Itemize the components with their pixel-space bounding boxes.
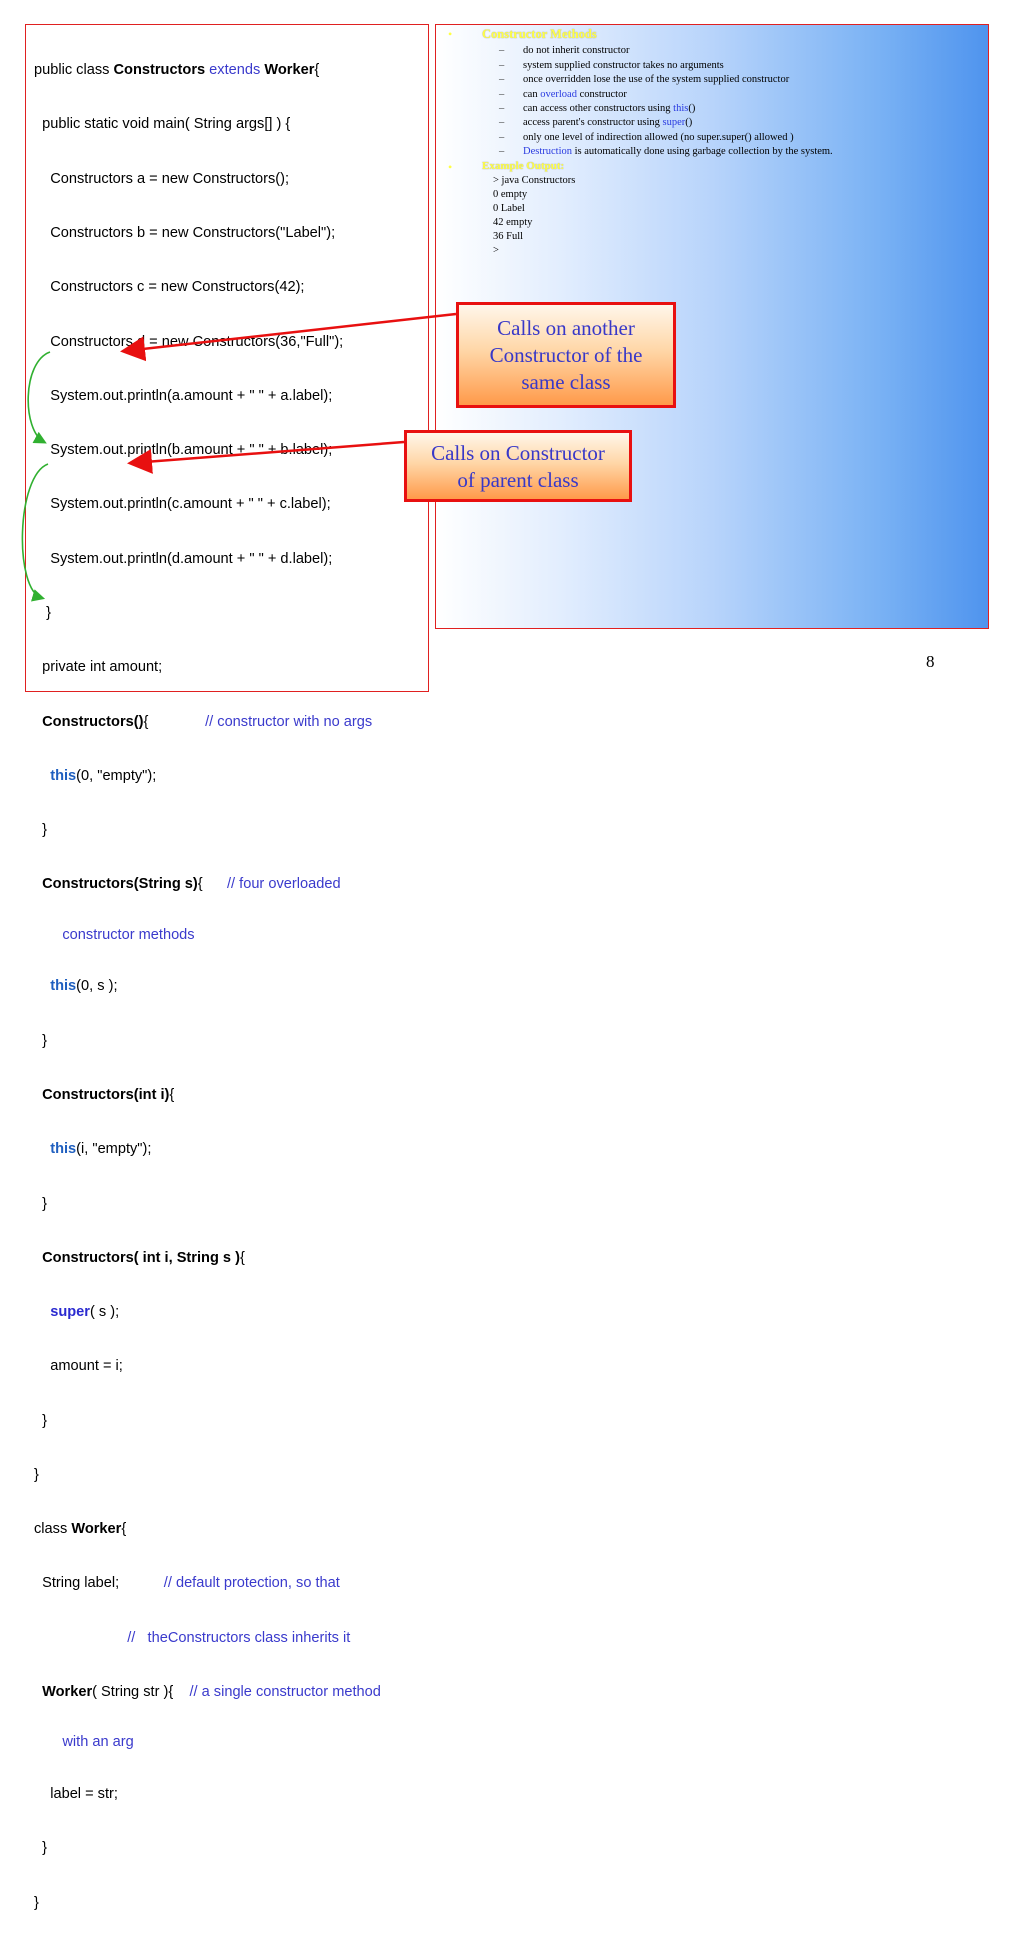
code-line: Constructors d = new Constructors(36,"Full"); bbox=[34, 333, 344, 350]
callout-line: of parent class bbox=[457, 468, 579, 492]
code-comment-continuation: with an arg bbox=[34, 1734, 134, 1751]
code-line: public static void main( String args[] ) { bbox=[34, 116, 291, 133]
dash-icon: – bbox=[499, 103, 505, 114]
output-line: 42 empty bbox=[493, 217, 533, 228]
code-line: label = str; bbox=[34, 1786, 118, 1802]
dash-icon: – bbox=[499, 117, 505, 128]
code-line: } bbox=[34, 1466, 39, 1483]
dash-icon: – bbox=[499, 89, 505, 100]
list-item: system supplied constructor takes no arguments bbox=[523, 60, 724, 71]
bullet-icon: • bbox=[448, 160, 453, 174]
code-line: Worker( String str ){ // a single constructor method bbox=[42, 1684, 381, 1701]
code-line: System.out.println(a.amount + " " + a.label); bbox=[34, 387, 333, 404]
code-line: Constructors(int i){ bbox=[42, 1086, 175, 1103]
code-line: System.out.println(d.amount + " " + d.label); bbox=[34, 550, 333, 567]
dash-icon: – bbox=[499, 45, 505, 56]
bullet-icon: • bbox=[448, 27, 453, 41]
code-line: private int amount; bbox=[34, 659, 163, 676]
list-item: can overload constructor bbox=[523, 89, 627, 100]
green-arrow-super-to-worker bbox=[22, 464, 48, 598]
callout-line: Calls on another bbox=[497, 316, 635, 340]
output-line: > bbox=[493, 245, 499, 256]
code-line: Constructors c = new Constructors(42); bbox=[34, 279, 305, 296]
code-line: class Worker{ bbox=[34, 1521, 127, 1538]
code-line: } bbox=[34, 822, 47, 839]
output-line: 0 Label bbox=[493, 203, 525, 214]
callout-line: Constructor of the bbox=[489, 343, 643, 367]
code-line: this(0, "empty"); bbox=[50, 767, 157, 784]
output-line: > java Constructors bbox=[493, 175, 576, 186]
code-line: System.out.println(b.amount + " " + b.label); bbox=[34, 442, 333, 459]
page-number: 8 bbox=[926, 652, 935, 671]
list-item: access parent's constructor using super() bbox=[523, 117, 693, 128]
code-line: public class Constructors extends Worker{ bbox=[34, 62, 320, 79]
dash-icon: – bbox=[499, 60, 505, 71]
list-item: once overridden lose the use of the system supplied constructor bbox=[523, 74, 790, 85]
list-item: do not inherit constructor bbox=[523, 45, 630, 56]
code-line: System.out.println(c.amount + " " + c.label); bbox=[34, 496, 331, 513]
code-line: } bbox=[34, 605, 52, 621]
annotation-arrows bbox=[0, 0, 1023, 708]
callout-line: Calls on Constructor bbox=[431, 441, 605, 465]
code-line: Constructors(String s){ // four overloaded bbox=[42, 876, 341, 893]
code-line: this(i, "empty"); bbox=[50, 1141, 152, 1158]
code-line: } bbox=[34, 1840, 47, 1857]
red-arrow-to-this bbox=[125, 314, 456, 351]
code-comment-continuation: constructor methods bbox=[34, 926, 195, 943]
dash-icon: – bbox=[499, 74, 505, 85]
code-line: } bbox=[34, 1195, 47, 1212]
code-line: this(0, s ); bbox=[50, 978, 118, 995]
code-line: } bbox=[34, 1032, 47, 1049]
code-line: super( s ); bbox=[50, 1304, 120, 1321]
constructor-methods-heading: Constructor Methods bbox=[482, 27, 597, 41]
code-line: String label; // default protection, so that bbox=[34, 1575, 340, 1592]
code-line: } bbox=[34, 1412, 47, 1429]
list-item: Destruction is automatically done using garbage collection by the system. bbox=[523, 146, 833, 157]
code-line: Constructors b = new Constructors("Label"); bbox=[34, 225, 336, 242]
dash-icon: – bbox=[499, 146, 505, 157]
green-arrow-this-to-constructor bbox=[28, 352, 50, 442]
code-line: // theConstructors class inherits it bbox=[34, 1629, 351, 1646]
code-line: Constructors( int i, String s ){ bbox=[42, 1249, 245, 1266]
code-line: Constructors a = new Constructors(); bbox=[34, 170, 290, 187]
red-arrow-to-super bbox=[132, 442, 404, 463]
example-output-heading: Example Output: bbox=[482, 160, 565, 172]
list-item: only one level of indirection allowed (no super.super() allowed ) bbox=[523, 132, 794, 143]
list-item: can access other constructors using this() bbox=[523, 103, 696, 114]
code-line: amount = i; bbox=[34, 1358, 123, 1375]
dash-icon: – bbox=[499, 132, 505, 143]
output-line: 0 empty bbox=[493, 189, 528, 200]
output-line: 36 Full bbox=[493, 231, 524, 242]
code-line: Constructors(){ // constructor with no args bbox=[42, 713, 373, 730]
callout-line: same class bbox=[521, 370, 611, 394]
code-line: } bbox=[34, 1894, 39, 1911]
